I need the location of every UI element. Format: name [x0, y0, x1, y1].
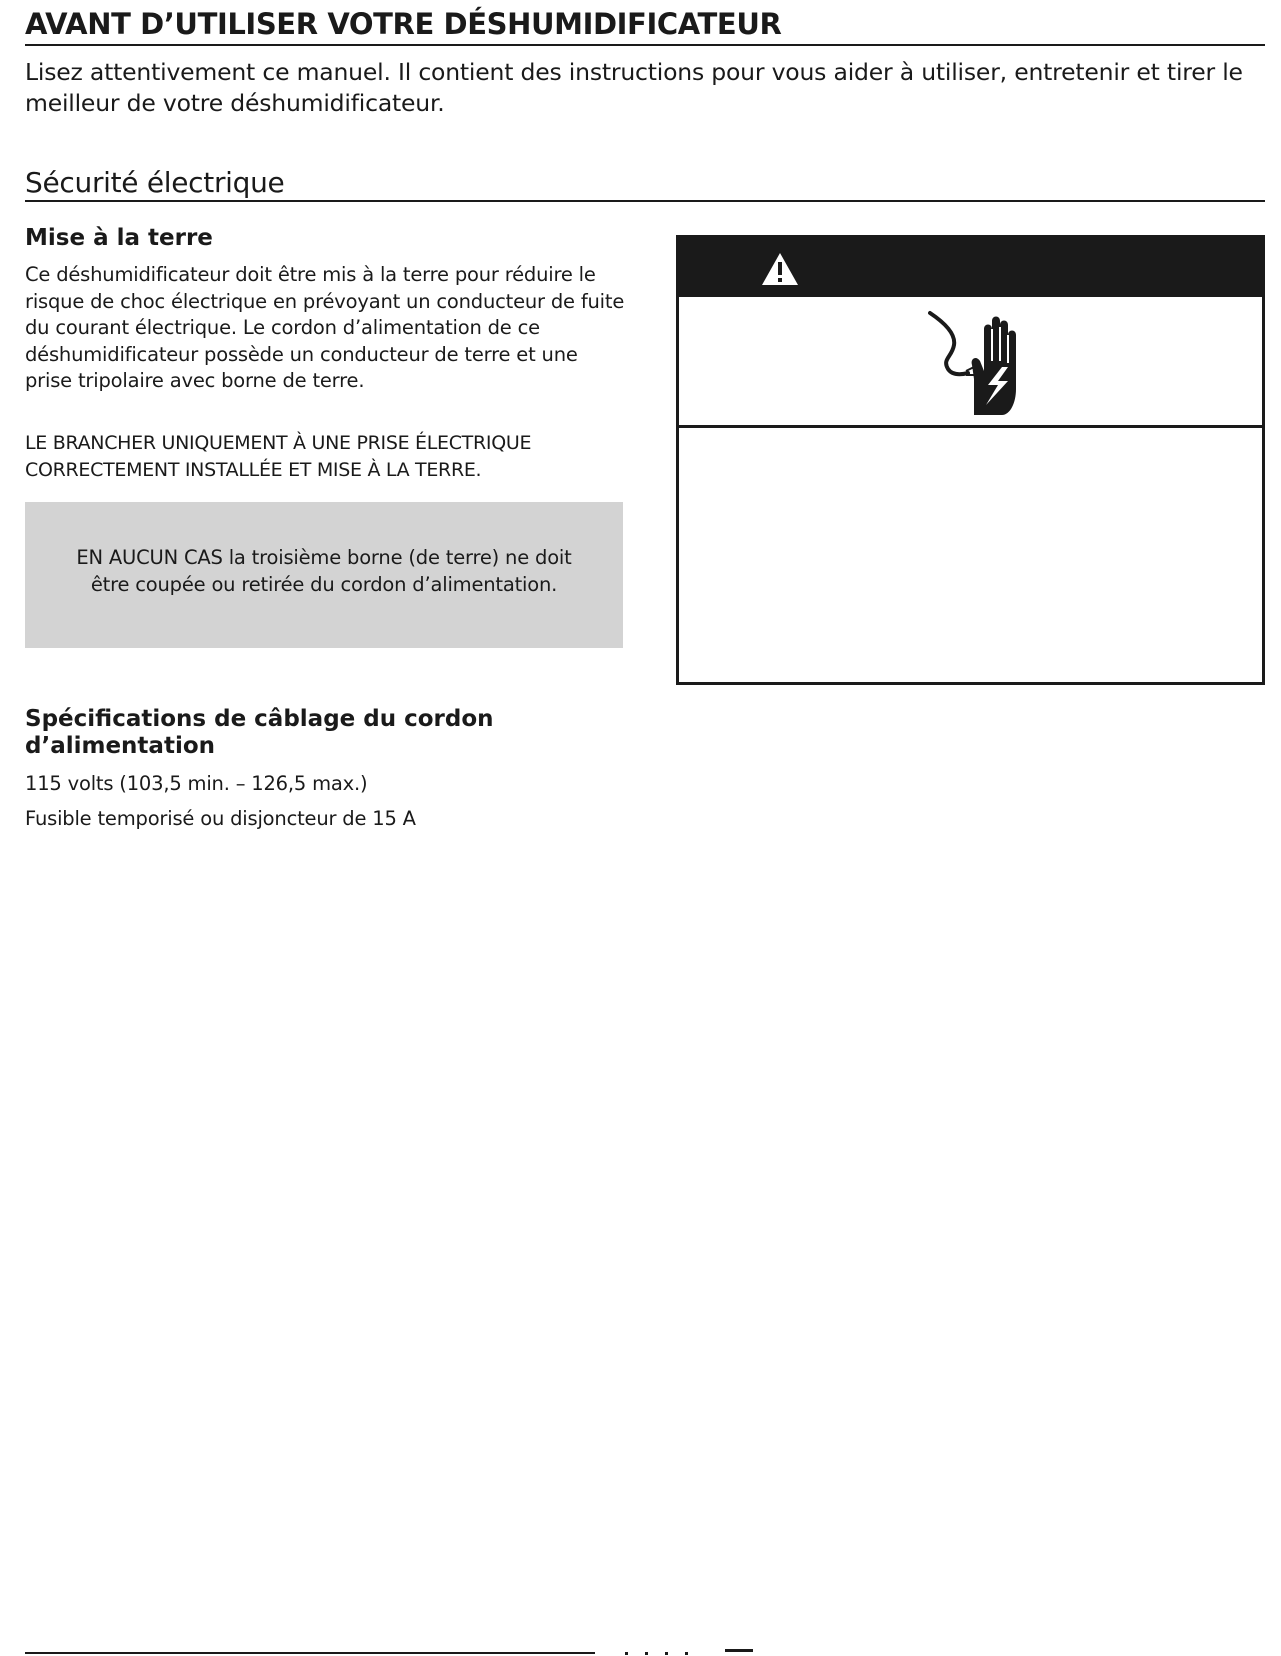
grounding-instruction-line-1: LE BRANCHER UNIQUEMENT À UNE PRISE ÉLECTRIQUE: [25, 432, 532, 454]
footer-rule: [25, 1652, 595, 1654]
footer-marks: [625, 1649, 795, 1656]
warning-triangle-icon: [761, 252, 799, 286]
grounding-paragraph: Ce déshumidificateur doit être mis à la terre pour réduire le risque de choc électrique en prévoyant un conducteur de fuite du courant électrique. Le cordon d’alimentation de ce déshumidificateur possède un conducteur de terre et une prise tripolaire avec borne de terre.: [25, 263, 625, 392]
electric-shock-hand-icon: [928, 309, 1024, 417]
section-rule: [25, 200, 1265, 202]
title-rule: [25, 44, 1265, 46]
warning-icon-area: [679, 297, 1262, 428]
notice-line-2: être coupée ou retirée du cordon d’alimentation.: [90, 572, 558, 596]
notice-box: [25, 502, 623, 648]
section-title-electrical-safety: Sécurité électrique: [25, 166, 285, 199]
subheading-cord-specs: Spécifications de câblage du cordon d’alimentation: [25, 706, 494, 759]
warning-box: [676, 235, 1265, 685]
page-title: AVANT D’UTILISER VOTRE DÉSHUMIDIFICATEUR: [25, 7, 782, 41]
grounding-instruction: [25, 430, 625, 484]
spec-voltage: 115 volts (103,5 min. – 126,5 max.): [25, 772, 368, 795]
intro-paragraph: Lisez attentivement ce manuel. Il contient des instructions pour vous aider à utiliser, entretenir et tirer le meilleur de votre déshumidificateur.: [25, 58, 1243, 117]
grounding-instruction-line-2: CORRECTEMENT INSTALLÉE ET MISE À LA TERRE.: [25, 459, 482, 481]
spec-fuse: Fusible temporisé ou disjoncteur de 15 A: [25, 807, 416, 830]
subheading-grounding: Mise à la terre: [25, 225, 213, 251]
notice-line-1: EN AUCUN CAS la troisième borne (de terre) ne doit: [76, 546, 572, 569]
warning-header: [679, 238, 1262, 297]
manual-page: [25, 0, 1265, 1656]
